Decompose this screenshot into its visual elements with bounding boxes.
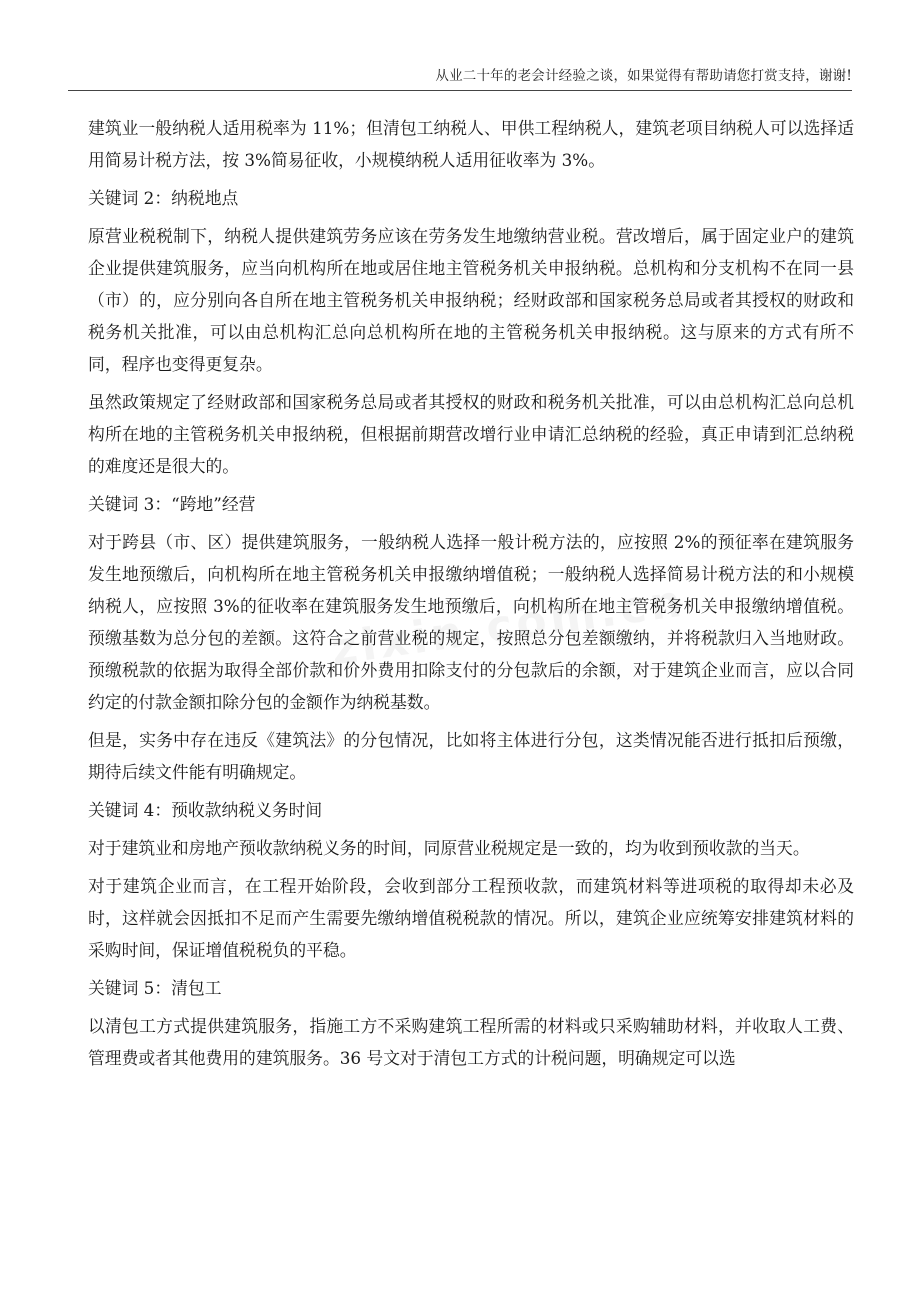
section-heading: 关键词 5：清包工 [88,978,222,998]
section-heading: 关键词 2：纳税地点 [88,188,239,208]
paragraph: 建筑业一般纳税人适用税率为 11%；但清包工纳税人、甲供工程纳税人，建筑老项目纳税人可以选择适用简易计税方法，按 3%简易征收，小规模纳税人适用征收率为 3%。 [88,118,854,170]
header-divider [68,90,852,91]
paragraph: 对于建筑企业而言，在工程开始阶段，会收到部分工程预收款，而建筑材料等进项税的取得却未必及时，这样就会因抵扣不足而产生需要先缴纳增值税税款的情况。所以，建筑企业应统筹安排建筑材料的采购时间，保证增值税税负的平稳。 [88,876,854,960]
paragraph: 原营业税税制下，纳税人提供建筑劳务应该在劳务发生地缴纳营业税。营改增后，属于固定业户的建筑企业提供建筑服务，应当向机构所在地或居住地主管税务机关申报纳税。总机构和分支机构不在同一县（市）的，应分别向各自所在地主管税务机关申报纳税；经财政部和国家税务总局或者其授权的财政和税务机关批准，可以由总机构汇总向总机构所在地的主管税务机关申报纳税。这与原来的方式有所不同，程序也变得更复杂。 [88,226,854,374]
document-body [88,112,854,1080]
header-note: 从业二十年的老会计经验之谈，如果觉得有帮助请您打赏支持，谢谢! [435,68,852,84]
paragraph: 以清包工方式提供建筑服务，指施工方不采购建筑工程所需的材料或只采购辅助材料，并收取人工费、管理费或者其他费用的建筑服务。36 号文对于清包工方式的计税问题，明确规定可以选 [88,1016,854,1068]
paragraph: 虽然政策规定了经财政部和国家税务总局或者其授权的财政和税务机关批准，可以由总机构汇总向总机构所在地的主管税务机关申报纳税，但根据前期营改增行业申请汇总纳税的经验，真正申请到汇总纳税的难度还是很大的。 [88,392,854,476]
paragraph: 但是，实务中存在违反《建筑法》的分包情况，比如将主体进行分包，这类情况能否进行抵扣后预缴，期待后续文件能有明确规定。 [88,730,854,782]
section-heading: 关键词 4：预收款纳税义务时间 [88,800,323,820]
paragraph: 对于跨县（市、区）提供建筑服务，一般纳税人选择一般计税方法的，应按照 2%的预征率在建筑服务发生地预缴后，向机构所在地主管税务机关申报缴纳增值税；一般纳税人选择简易计税方法的和小规模纳税人，应按照 3%的征收率在建筑服务发生地预缴后，向机构所在地主管税务机关申报缴纳增值税。预缴基数为总分包的差额。这符合之前营业税的规定，按照总分包差额缴纳，并将税款归入当地财政。预缴税款的依据为取得全部价款和价外费用扣除支付的分包款后的余额，对于建筑企业而言，应以合同约定的付款金额扣除分包的金额作为纳税基数。 [88,532,854,712]
section-heading: 关键词 3：“跨地”经营 [88,494,256,514]
paragraph: 对于建筑业和房地产预收款纳税义务的时间，同原营业税规定是一致的，均为收到预收款的当天。 [88,838,810,858]
